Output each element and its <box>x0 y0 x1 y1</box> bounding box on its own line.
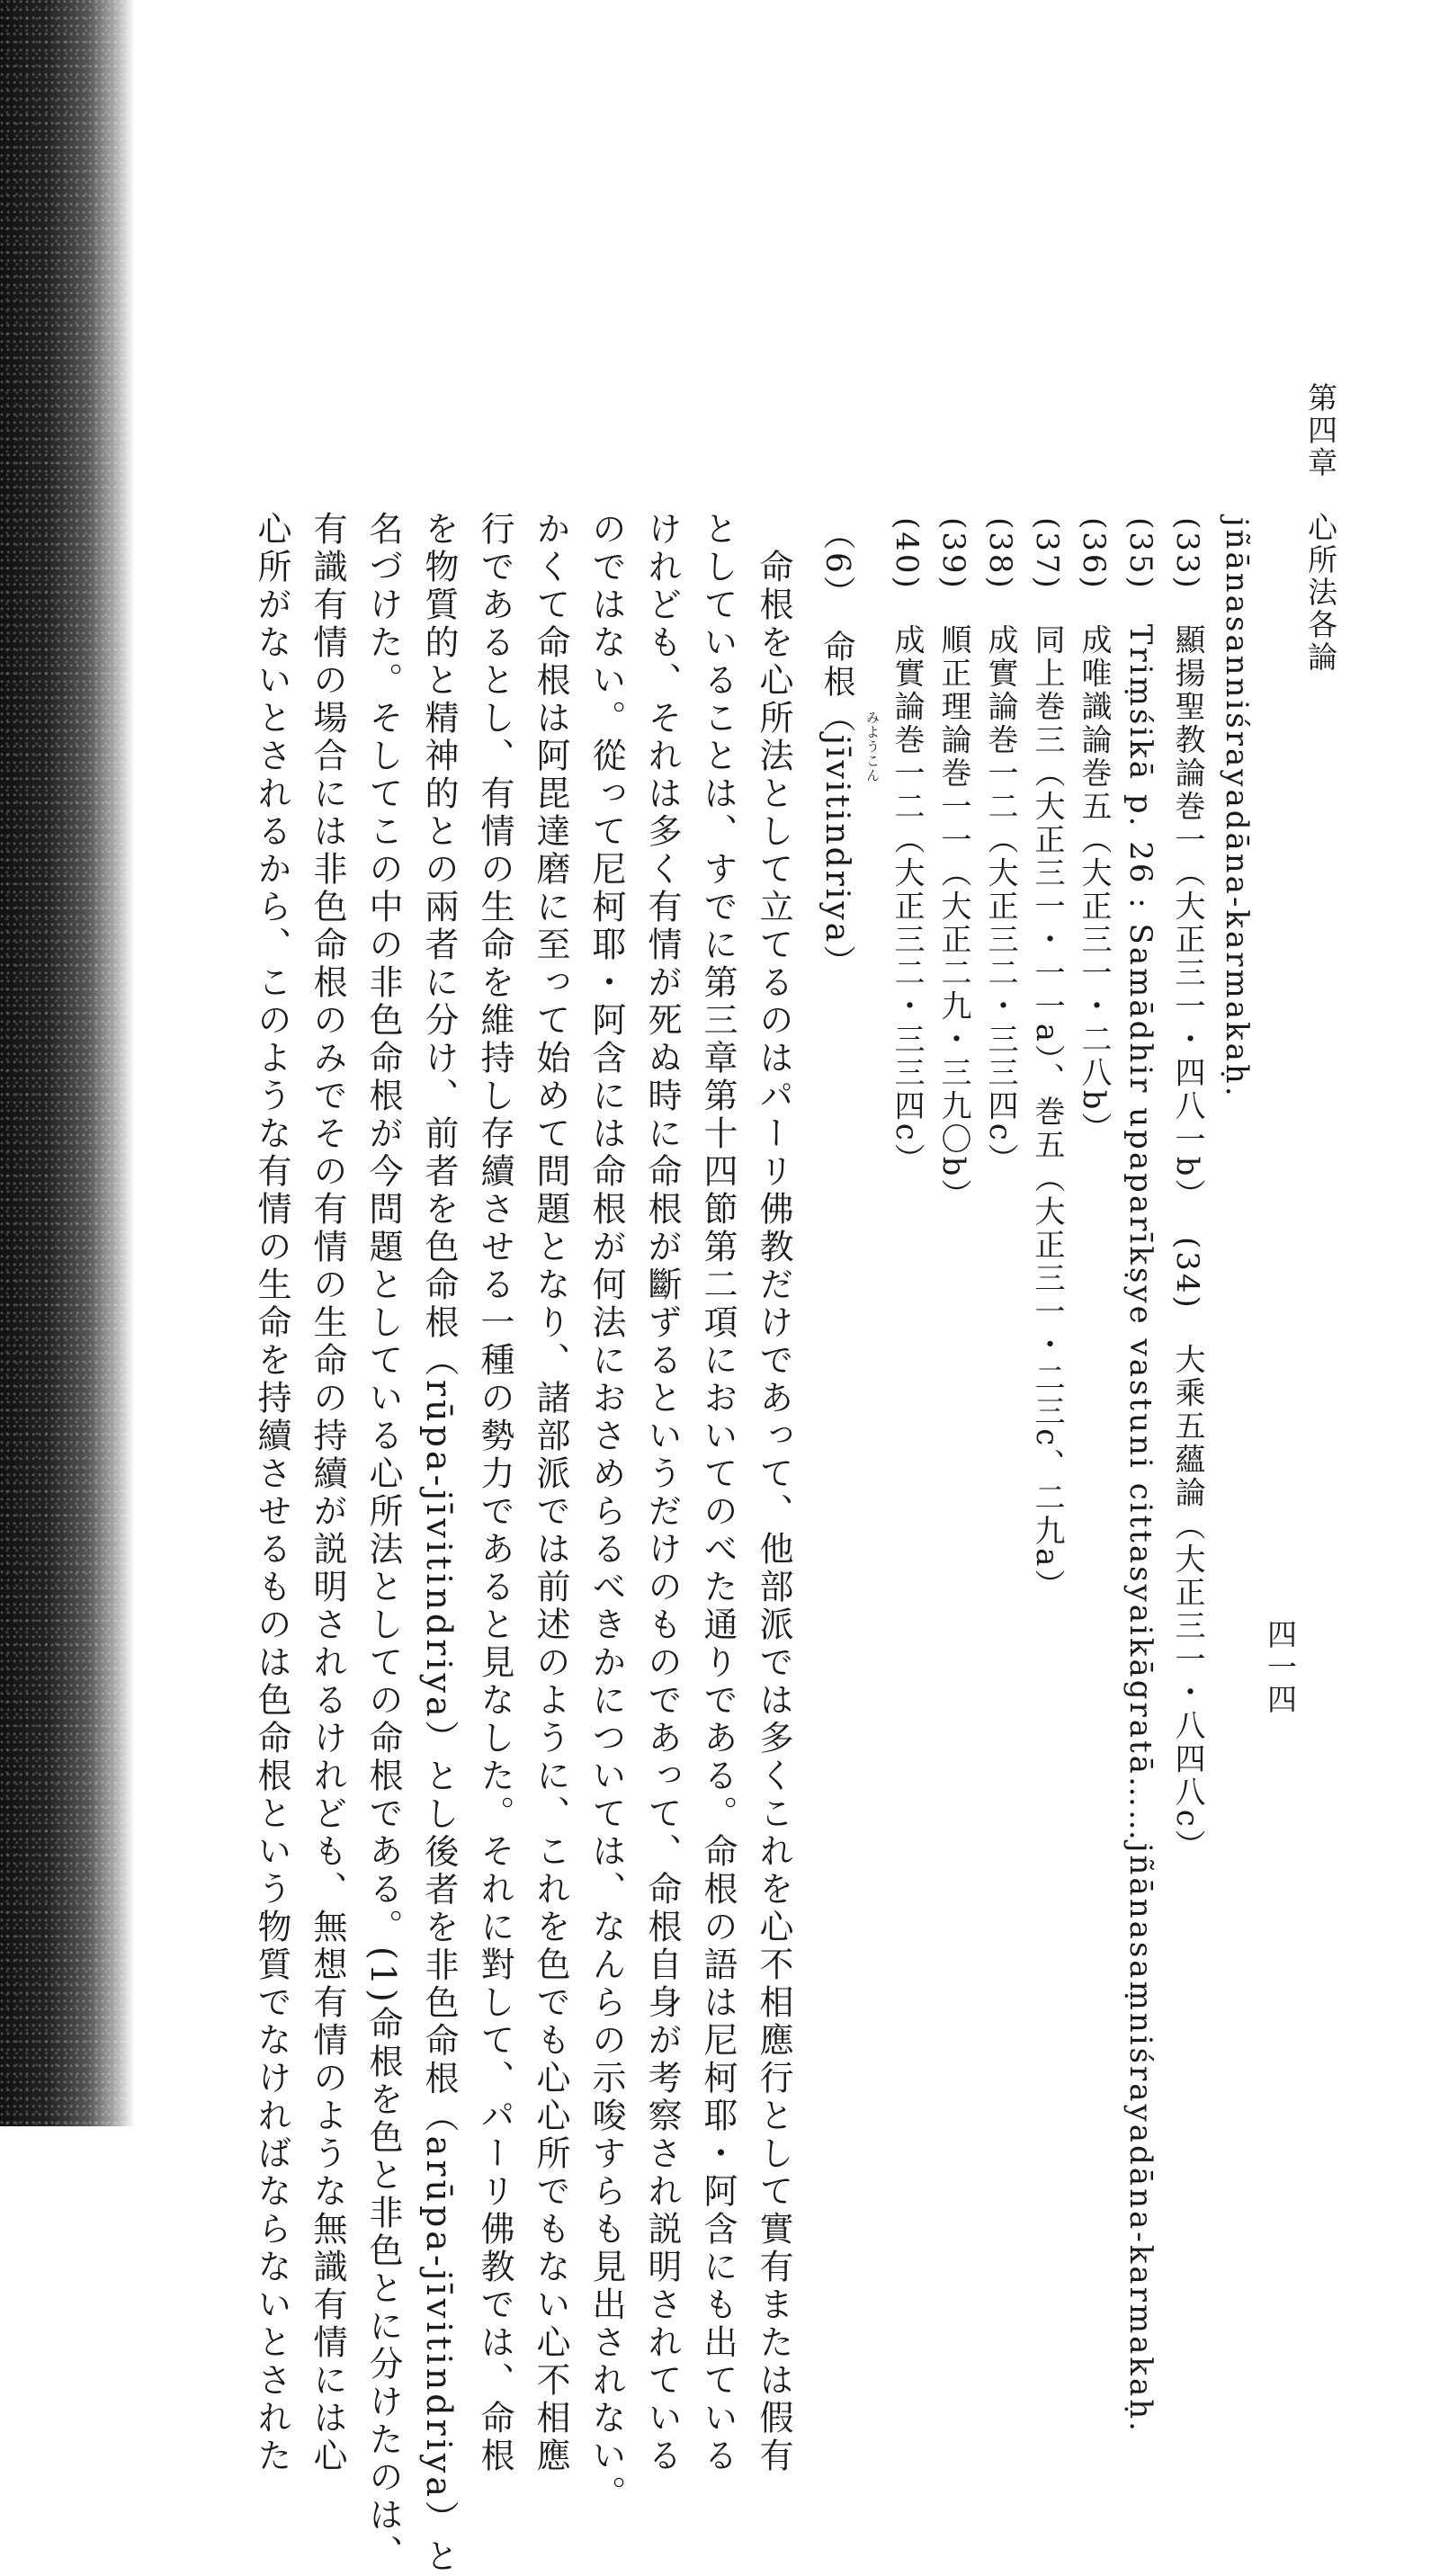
note-37: (37) 同上巻三（大正三一・一一a）、巻五（大正三一・二三c、二九a） <box>1029 517 1065 1603</box>
body-line-5: かくて命根は阿毘達磨に至って始めて問題となり、諸部派では前述のように、これを色でも心心所でもない心不相應 <box>531 511 570 2475</box>
body-line-6: 行であるとし、有情の生命を維持し存續させる一種の勢力であると見なした。それに對して、パーリ佛教では、命根 <box>475 511 514 2475</box>
body-line-3: けれども、それは多く有情が死ぬ時に命根が斷ずるというだけのものであって、命根自身が考察され説明されている <box>642 511 682 2475</box>
body-line-2: としていることは、すでに第三章第十四節第二項においてのべた通りである。命根の語は尼柯耶・阿含にも出ている <box>698 511 738 2475</box>
body-line-1: 命根を心所法として立てるのはパーリ佛教だけであって、他部派では多くこれを心不相應行として實有または假有 <box>754 549 793 2475</box>
scan-gutter-shadow <box>0 0 135 2126</box>
body-line-8: 名づけた。そしてこの中の非色命根が今問題としている心所法としての命根である。(1)命根を色と非色とに分けたのは、 <box>363 511 403 2572</box>
note-continuation: jñānasanniśrayadāna-karmakaḥ. <box>1219 517 1255 1099</box>
note-38: (38) 成實論巻一二（大正三二・三三四c） <box>982 517 1018 1176</box>
note-34: (34) 大乘五蘊論（大正三一・八四八c） <box>1169 1237 1205 1863</box>
section-title-ruby: みようこん <box>864 711 881 783</box>
body-line-4: のではない。從って尼柯耶・阿含には命根が何法におさめらるべきかについては、なんらの示唆すらも見出されない。 <box>586 511 626 2513</box>
body-line-9: 有識有情の場合には非色命根のみでその有情の生命の持續が説明されるけれども、無想有情のような無識有情には心 <box>308 511 347 2475</box>
note-39: (39) 順正理論巻一一（大正二九・三九〇b） <box>935 517 971 1212</box>
page-number: 四一四 <box>1263 1619 1298 1716</box>
running-header: 第四章 心所法各論 <box>1303 382 1338 674</box>
note-36: (36) 成唯識論巻五（大正三一・二八b） <box>1076 517 1112 1146</box>
body-line-7: を物質的と精神的との兩者に分け、前者を色命根（rūpa-jīvitindriya）とし後者を非色命根（arūpa-jīvitindriya）と <box>419 511 459 2576</box>
section-title <box>811 517 862 979</box>
body-line-10: 心所がないとされるから、このような有情の生命を持續させるものは色命根という物質でなければならないとされた <box>252 511 291 2475</box>
note-35: (35) Triṃśikā p. 26 : Samādhir upaparīkṣye vastuni cittasyaikāgratā……jñānasaṃniśrayadāna-karmakaḥ. <box>1122 517 1158 2434</box>
note-33: (33) 顯揚聖教論巻一（大正三一・四八一b） <box>1169 517 1205 1212</box>
note-40: (40) 成實論巻一二（大正三二・三三四c） <box>889 517 925 1176</box>
section-title-text: （6） 命根（jīvitindriya） <box>818 517 855 980</box>
